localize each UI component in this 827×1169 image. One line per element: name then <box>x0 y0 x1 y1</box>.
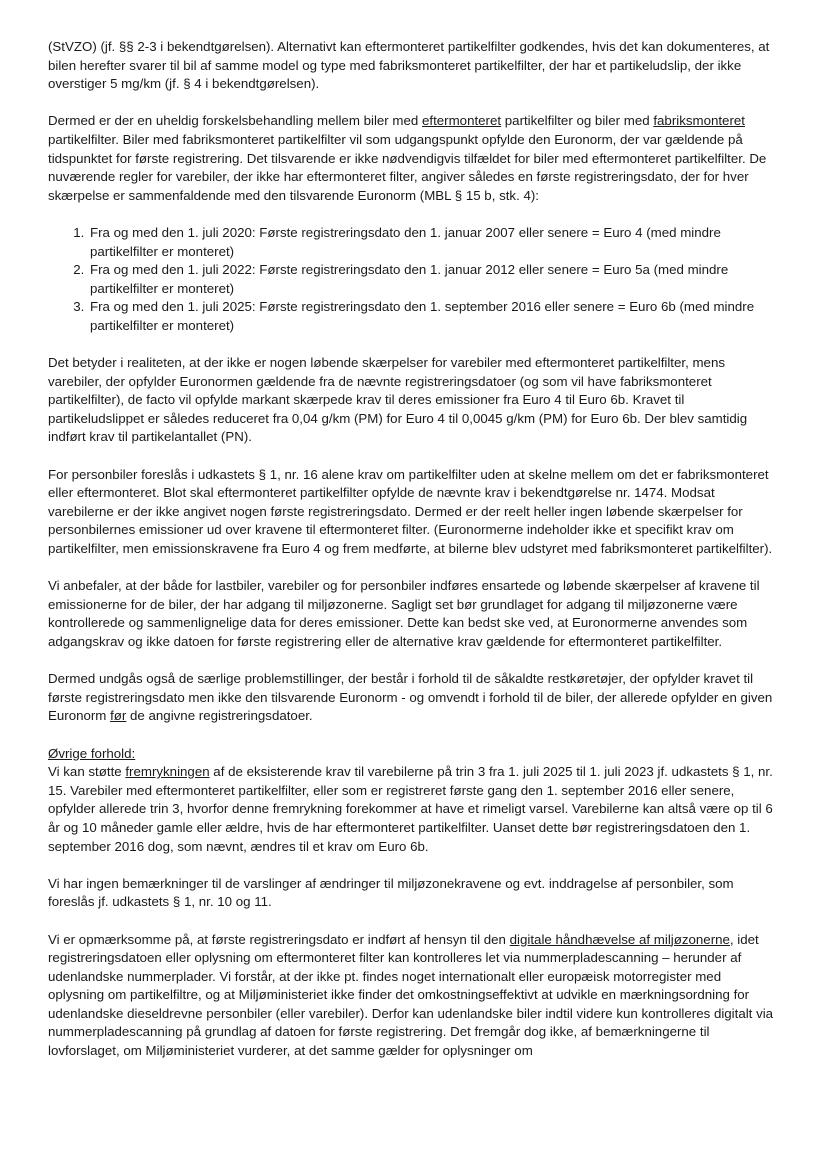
text-segment: Dermed undgås også de særlige problemstillinger, der består i forhold til de såkaldte restkøretøjer, der opfylder kravet til første registreringsdato men ikke den tilsvarende Euronorm - og omvendt i forhold til de biler, der allerede opfylder en given Euronorm <box>48 671 773 724</box>
paragraph-text: (StVZO) (jf. §§ 2-3 i bekendtgørelsen). Alternativt kan eftermonteret partikelfilter godkendes, hvis det kan dokumenteres, at bilen herefter svarer til bil af samme model og type med fabriksmonteret partikelfilter, der har et partikeludslip, der ikke overstiger 5 mg/km (jf. § 4 i bekendtgørelsen). <box>48 39 770 92</box>
text-segment: Dermed er der en uheldig forskelsbehandling mellem biler med <box>48 113 422 129</box>
paragraph-stvzo <box>48 38 775 94</box>
varebiler-requirements-list <box>48 224 775 336</box>
paragraph-text: Vi anbefaler, at der både for lastbiler, varebiler og for personbiler indføres ensartede og løbende skærpelser af kravene til emissionerne for de biler, der har adgang til miljøzonerne. Sagligt set bør grundlaget for adgang til miljøzonerne være kontrollerede og sammenlignelige data for deres emissioner. Dette kan bedst ske ved, at Euronormerne anvendes som adgangskrav og ikke datoen for første registrering eller de alternative krav gældende for eftermonteret partikelfilter. <box>48 578 760 649</box>
underlined-foer: før <box>110 708 127 724</box>
paragraph-realiteten <box>48 354 775 447</box>
text-segment: partikelfilter og biler med <box>501 113 654 129</box>
text-segment: de angivne registreringsdatoer. <box>126 708 313 724</box>
paragraph-personbiler <box>48 466 775 559</box>
paragraph-varslinger <box>48 875 775 912</box>
text-segment: partikelfilter. Biler med fabriksmonteret partikelfilter vil som udgangspunkt opfylde den Euronorm, der var gældende på tidspunktet for første registrering. Det tilsvarende er ikke nødvendigvis tilfældet for biler med eftermonteret partikelfilter. De nuværende regler for varebiler, der ikke har eftermonteret filter, angiver således en første registreringsdato, der for hver skærpelse er sammenfaldende med den tilsvarende Euronorm (MBL § 15 b, stk. 4): <box>48 131 767 203</box>
heading-text: Øvrige forhold: <box>48 745 136 761</box>
paragraph-fremrykning <box>48 763 775 856</box>
text-segment: Vi er opmærksomme på, at første registreringsdato er indført af hensyn til den <box>48 931 510 947</box>
underlined-digitale-haandhaevelse: digitale håndhævelse af miljøzonerne <box>509 931 730 947</box>
paragraph-forskelsbehandling <box>48 112 775 205</box>
paragraph-restkoeretoejer <box>48 670 775 726</box>
paragraph-anbefaling <box>48 577 775 651</box>
underlined-eftermonteret: eftermonteret <box>421 113 502 129</box>
section-heading <box>48 745 775 764</box>
underlined-fremrykningen: fremrykningen <box>125 764 210 780</box>
paragraph-text: Det betyder i realiteten, at der ikke er nogen løbende skærpelser for varebiler med eftermonteret partikelfilter, mens varebiler, der opfylder Euronormen gældende fra de nævnte registreringsdatoer (og som vil have fabriksmonteret partikelfilter), de facto vil opfylde markant skærpede krav til deres emissioner fra Euro 4 til Euro 6b. Kravet til partikeludslippet er således reduceret fra 0,04 g/km (PM) for Euro 4 til 0,0045 g/km (PM) for Euro 6b. Der blev samtidig indført krav til partikelantallet (PN). <box>48 355 748 445</box>
text-segment: Vi kan støtte <box>48 764 126 780</box>
list-item: 3. Fra og med den 1. juli 2025: Første registreringsdato den 1. september 2016 eller senere = Euro 6b (med mindre partikelfilter er monteret) <box>88 298 775 335</box>
paragraph-digital-haandhaevelse <box>48 931 775 1061</box>
paragraph-text: Vi har ingen bemærkninger til de varslinger af ændringer til miljøzonekravene og evt. inddragelse af personbiler, som foreslås jf. udkastets § 1, nr. 10 og 11. <box>48 875 734 910</box>
text-segment: af de eksisterende krav til varebilerne på trin 3 fra 1. juli 2025 til 1. juli 2023 jf. udkastets § 1, nr. 15. Varebiler med eftermonteret partikelfilter, eller som er registreret første gang den 1. september 2016 eller senere, opfylder allerede trin 3, hvorfor denne fremrykning forekommer at have et rimeligt varsel. Varebilerne kan altså være op til 6 år og 10 måneder gamle eller ældre, hvis de har eftermonteret partikelfilter. Uanset dette bør registreringsdatoen den 1. september 2016 dog, som nævnt, ændres til et krav om Euro 6b. <box>48 764 773 854</box>
list-item: 1. Fra og med den 1. juli 2020: Første registreringsdato den 1. januar 2007 eller senere = Euro 4 (med mindre partikelfilter er monteret) <box>88 224 775 261</box>
list-item: 2. Fra og med den 1. juli 2022: Første registreringsdato den 1. januar 2012 eller senere = Euro 5a (med mindre partikelfilter er monteret) <box>88 261 775 298</box>
text-segment: , idet registreringsdatoen eller oplysning om eftermonteret filter kan kontrolleres let via nummerpladescanning – herunder af udenlandske nummerplader. Vi forstår, at der ikke pt. findes noget internationalt eller europæisk motorregister med oplysning om partikelfiltre, og at Miljøministeriet ikke finder det omkostningseffektivt at udvikle en mærkningsordning for udenlandske dieseldrevne personbiler (eller varebiler). Derfor kan udenlandske biler indtil videre kun kontrolleres digitalt via nummerpladescanning på grundlag af datoen for første registrering. Det fremgår dog ikke, af bemærkningerne til lovforslaget, om Miljøministeriet vurderer, at det samme gælder for oplysninger om <box>48 931 774 1059</box>
underlined-fabriksmonteret: fabriksmonteret <box>653 113 745 129</box>
paragraph-text: For personbiler foreslås i udkastets § 1, nr. 16 alene krav om partikelfilter uden at skelne mellem om det er fabriksmonteret eller eftermonteret. Blot skal eftermonteret partikelfilter opfylde de nævnte krav i bekendtgørelse nr. 1474. Modsat varebilerne er der ikke angivet nogen første registreringsdato. Dermed er der reelt heller ingen løbende skærpelser for personbilernes emissioner ud over kravene til eftermonteret filter. (Euronormerne indeholder ikke et specifikt krav om partikelfilter, men emissionskravene fra Euro 4 og frem medførte, at bilerne blev udstyret med fabriksmonteret partikelfilter). <box>48 466 773 557</box>
